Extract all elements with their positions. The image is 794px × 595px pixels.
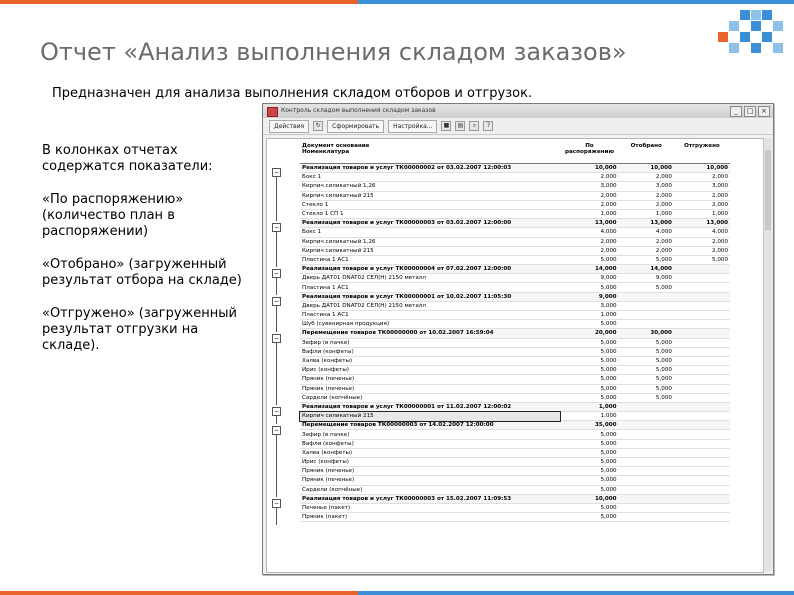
table-row[interactable] xyxy=(300,448,730,457)
cell-name: Пряник (печенье) xyxy=(300,375,560,384)
cell-plan: 5,000 xyxy=(560,283,618,292)
table-row[interactable] xyxy=(300,320,730,329)
actions-menu-button[interactable]: Действия xyxy=(269,120,309,133)
cell-name: Бокс 1 xyxy=(300,228,560,237)
cell-plan: 5,000 xyxy=(560,485,618,494)
cell-shipped xyxy=(674,439,730,448)
cell-name: Бокс 1 xyxy=(300,173,560,182)
cell-plan: 35,000 xyxy=(560,421,618,430)
help-icon[interactable]: ? xyxy=(483,121,493,131)
table-row[interactable] xyxy=(300,356,730,365)
cell-shipped xyxy=(674,329,730,338)
cell-picked: 5,000 xyxy=(619,255,674,264)
table-row[interactable] xyxy=(300,200,730,209)
top-accent-bar-blue xyxy=(358,0,794,4)
cell-shipped: 13,000 xyxy=(674,219,730,228)
cell-plan: 1,000 xyxy=(560,311,618,320)
side-paragraph-picked: «Отобрано» (загруженный результат отбора на складе) xyxy=(42,257,242,288)
app-icon xyxy=(267,107,278,117)
cell-plan: 5,000 xyxy=(560,503,618,512)
cell-picked xyxy=(619,292,674,301)
cell-picked xyxy=(619,421,674,430)
cell-picked xyxy=(619,467,674,476)
table-row[interactable] xyxy=(300,503,730,512)
cell-shipped xyxy=(674,513,730,522)
side-paragraph-intro: В колонках отчетах содержатся показатели: xyxy=(42,143,213,174)
cell-picked xyxy=(619,402,674,411)
table-row[interactable] xyxy=(300,485,730,494)
cell-name: Реализация товаров и услуг ТК00000001 от 11.02.2007 12:00:02 xyxy=(300,402,560,411)
cell-name: Халва (конфеты) xyxy=(300,448,560,457)
cell-picked xyxy=(619,485,674,494)
cell-shipped xyxy=(674,458,730,467)
table-row[interactable] xyxy=(300,301,730,310)
cell-plan: 10,000 xyxy=(560,164,618,173)
cell-picked xyxy=(619,311,674,320)
document-group-row[interactable] xyxy=(300,402,730,411)
table-row[interactable] xyxy=(300,458,730,467)
cell-name: Пряник (печенье) xyxy=(300,476,560,485)
group-bracket-line xyxy=(276,415,277,423)
cell-picked xyxy=(619,412,674,421)
window-title: Контроль складом выполнения складом заказов xyxy=(281,107,436,114)
cell-shipped xyxy=(674,292,730,301)
save-icon[interactable]: ■ xyxy=(441,121,451,131)
cell-picked: 5,000 xyxy=(619,338,674,347)
cell-picked: 2,000 xyxy=(619,246,674,255)
cell-picked: 30,000 xyxy=(619,329,674,338)
top-accent-bar-orange xyxy=(0,0,358,4)
cell-shipped xyxy=(674,347,730,356)
header-document: Документ основание Номенклатура xyxy=(300,143,560,164)
cell-name: Пряник (печенье) xyxy=(300,384,560,393)
cell-shipped xyxy=(674,476,730,485)
cell-shipped xyxy=(674,430,730,439)
slide-title: Отчет «Анализ выполнения складом заказов» xyxy=(40,38,627,66)
cell-name: Перемещение товаров ТК00000003 от 14.02.2007 12:00:00 xyxy=(300,421,560,430)
group-bracket-line xyxy=(276,434,277,498)
settings-button[interactable]: Настройка... xyxy=(388,120,437,133)
cell-plan: 2,000 xyxy=(560,237,618,246)
group-bracket-line xyxy=(276,507,277,525)
cell-shipped xyxy=(674,402,730,411)
cell-picked xyxy=(619,503,674,512)
cell-shipped xyxy=(674,301,730,310)
collapse-group-icon[interactable]: − xyxy=(273,297,280,305)
table-row[interactable] xyxy=(300,191,730,200)
group-bracket-line xyxy=(276,342,277,406)
cell-shipped xyxy=(674,311,730,320)
cell-shipped xyxy=(674,412,730,421)
cell-shipped xyxy=(674,375,730,384)
bottom-accent-bar-orange xyxy=(0,591,358,595)
table-row[interactable] xyxy=(300,467,730,476)
report-table xyxy=(300,143,730,522)
group-bracket-line xyxy=(276,231,277,267)
cell-shipped xyxy=(674,421,730,430)
cell-picked: 5,000 xyxy=(619,347,674,356)
cell-shipped xyxy=(674,366,730,375)
cell-name: Кирпич силикатный 1,26 xyxy=(300,237,560,246)
cell-plan: 3,000 xyxy=(560,301,618,310)
generate-button[interactable]: Сформировать xyxy=(327,120,384,133)
cell-picked: 5,000 xyxy=(619,356,674,365)
cell-plan: 1,000 xyxy=(560,402,618,411)
cell-plan: 5,000 xyxy=(560,375,618,384)
cell-picked: 2,000 xyxy=(619,237,674,246)
cell-shipped xyxy=(674,467,730,476)
header-shipped: Отгружено xyxy=(674,143,730,164)
side-description xyxy=(42,143,242,371)
report-window xyxy=(262,103,774,575)
table-row[interactable] xyxy=(300,366,730,375)
document-group-row[interactable] xyxy=(300,219,730,228)
cell-picked: 4,000 xyxy=(619,228,674,237)
cell-name: Печенье (пакет) xyxy=(300,503,560,512)
maximize-button[interactable]: □ xyxy=(744,106,756,117)
cell-picked: 2,000 xyxy=(619,173,674,182)
minimize-button[interactable]: _ xyxy=(730,106,742,117)
collapse-group-icon[interactable]: − xyxy=(273,500,280,508)
cell-name: Пряник (пакет) xyxy=(300,513,560,522)
cell-plan: 5,000 xyxy=(560,255,618,264)
cell-picked: 2,000 xyxy=(619,191,674,200)
cell-plan: 5,000 xyxy=(560,338,618,347)
document-group-row[interactable] xyxy=(300,292,730,301)
cell-shipped: 2,000 xyxy=(674,246,730,255)
table-row[interactable] xyxy=(300,439,730,448)
cell-name: Пластина 1 АС1 xyxy=(300,283,560,292)
cell-plan: 5,000 xyxy=(560,430,618,439)
cell-picked xyxy=(619,458,674,467)
side-paragraph-plan: «По распоряжению» (количество план в распоряжении) xyxy=(42,192,184,239)
table-row[interactable] xyxy=(300,338,730,347)
table-header-row xyxy=(300,143,730,164)
cell-picked: 13,000 xyxy=(619,219,674,228)
cell-name: Пластина 1 АС1 xyxy=(300,255,560,264)
cell-picked: 5,000 xyxy=(619,384,674,393)
report-toolbar xyxy=(263,118,773,135)
cell-name: Реализация товаров и услуг ТК00000002 от 03.02.2007 12:00:03 xyxy=(300,164,560,173)
cell-picked xyxy=(619,430,674,439)
refresh-icon[interactable]: ↻ xyxy=(313,121,323,131)
cell-picked: 5,000 xyxy=(619,375,674,384)
cell-picked xyxy=(619,513,674,522)
cell-plan: 5,000 xyxy=(560,448,618,457)
cell-plan: 2,000 xyxy=(560,191,618,200)
collapse-group-icon[interactable]: − xyxy=(273,408,280,416)
scrollbar-thumb[interactable] xyxy=(765,150,771,230)
cell-plan: 20,000 xyxy=(560,329,618,338)
cell-name: Дверь ДАТ01 DNAT02 СЕЛ(Н) 2150 металл xyxy=(300,301,560,310)
document-group-row[interactable] xyxy=(300,164,730,173)
cell-shipped: 2,000 xyxy=(674,191,730,200)
print-icon[interactable]: ▤ xyxy=(455,121,465,131)
group-bracket-line xyxy=(276,176,277,221)
mosaic-logo-icon xyxy=(718,10,784,54)
cell-name: Зефир (в пачке) xyxy=(300,338,560,347)
document-group-row[interactable] xyxy=(300,494,730,503)
header-picked: Отобрано xyxy=(619,143,674,164)
group-bracket-line xyxy=(276,277,277,295)
cell-shipped xyxy=(674,274,730,283)
cell-plan: 5,000 xyxy=(560,513,618,522)
document-group-row[interactable] xyxy=(300,329,730,338)
window-titlebar[interactable] xyxy=(263,104,773,118)
cell-name: Кирпич силикатный 215 xyxy=(300,412,560,421)
cell-plan: 9,000 xyxy=(560,292,618,301)
collapse-group-icon[interactable]: − xyxy=(273,270,280,278)
table-row[interactable] xyxy=(300,384,730,393)
table-row[interactable] xyxy=(300,476,730,485)
document-group-row[interactable] xyxy=(300,421,730,430)
cell-shipped: 4,000 xyxy=(674,228,730,237)
cell-picked: 5,000 xyxy=(619,366,674,375)
cell-shipped: 5,000 xyxy=(674,255,730,264)
cell-plan: 5,000 xyxy=(560,467,618,476)
cell-name: Шуб (сувенирная продукция) xyxy=(300,320,560,329)
cell-picked xyxy=(619,494,674,503)
cell-name: Вафли (конфеты) xyxy=(300,347,560,356)
cell-name: Ирис (конфеты) xyxy=(300,366,560,375)
cell-name: Халва (конфеты) xyxy=(300,356,560,365)
window-controls xyxy=(730,106,770,117)
cell-name: Ирис (конфеты) xyxy=(300,458,560,467)
cell-picked: 3,000 xyxy=(619,182,674,191)
cell-name: Реализация товаров и услуг ТК00000003 от 15.02.2007 11:09:53 xyxy=(300,494,560,503)
table-row[interactable] xyxy=(300,347,730,356)
table-row[interactable] xyxy=(300,430,730,439)
collapse-group-icon[interactable]: − xyxy=(273,426,280,434)
table-row[interactable] xyxy=(300,283,730,292)
table-row[interactable] xyxy=(300,173,730,182)
cell-shipped xyxy=(674,283,730,292)
cell-shipped xyxy=(674,265,730,274)
cell-plan: 2,000 xyxy=(560,200,618,209)
table-row[interactable] xyxy=(300,393,730,402)
cell-name: Сардели (копчёные) xyxy=(300,393,560,402)
cell-plan: 4,000 xyxy=(560,228,618,237)
cell-name: Дверь ДАТ01 DNAT02 СЕЛ(Н) 2150 металл xyxy=(300,274,560,283)
cell-name: Пряник (печенье) xyxy=(300,467,560,476)
cell-shipped: 2,000 xyxy=(674,237,730,246)
slide-subtitle: Предназначен для анализа выполнения складом отборов и отгрузок. xyxy=(52,86,533,101)
cell-name: Кирпич силикатный 1,26 xyxy=(300,182,560,191)
collapse-group-icon[interactable]: − xyxy=(273,224,280,232)
cell-plan: 5,000 xyxy=(560,458,618,467)
grouping-gutter[interactable] xyxy=(267,139,295,572)
header-plan: По распоряжению xyxy=(560,143,618,164)
cell-shipped xyxy=(674,494,730,503)
cell-shipped xyxy=(674,448,730,457)
cell-plan: 1,000 xyxy=(560,209,618,218)
cell-name: Реализация товаров и услуг ТК00000001 от 10.02.2007 11:05:30 xyxy=(300,292,560,301)
find-icon[interactable]: ⌕ xyxy=(469,121,479,131)
table-row[interactable] xyxy=(300,412,730,421)
cell-picked: 9,000 xyxy=(619,274,674,283)
cell-name: Сардели (копчёные) xyxy=(300,485,560,494)
cell-plan: 3,000 xyxy=(560,182,618,191)
cell-picked xyxy=(619,476,674,485)
cell-plan: 2,000 xyxy=(560,173,618,182)
close-button[interactable]: × xyxy=(758,106,770,117)
cell-shipped: 3,000 xyxy=(674,182,730,191)
cell-shipped xyxy=(674,338,730,347)
cell-name: Кирпич силикатный 215 xyxy=(300,191,560,200)
cell-shipped xyxy=(674,485,730,494)
table-row[interactable] xyxy=(300,237,730,246)
cell-shipped xyxy=(674,503,730,512)
document-group-row[interactable] xyxy=(300,265,730,274)
cell-picked: 2,000 xyxy=(619,200,674,209)
cell-name: Стекло 1 СП 1 xyxy=(300,209,560,218)
cell-shipped xyxy=(674,356,730,365)
table-row[interactable] xyxy=(300,274,730,283)
cell-plan: 10,000 xyxy=(560,494,618,503)
cell-name: Реализация товаров и услуг ТК00000004 от 07.02.2007 12:00:00 xyxy=(300,265,560,274)
cell-shipped xyxy=(674,393,730,402)
cell-picked: 10,000 xyxy=(619,164,674,173)
cell-picked: 5,000 xyxy=(619,393,674,402)
cell-plan: 5,000 xyxy=(560,347,618,356)
table-row[interactable] xyxy=(300,375,730,384)
cell-plan: 5,000 xyxy=(560,356,618,365)
cell-picked xyxy=(619,448,674,457)
report-sheet[interactable] xyxy=(266,138,764,573)
table-row[interactable] xyxy=(300,311,730,320)
cell-plan: 5,000 xyxy=(560,384,618,393)
cell-name: Реализация товаров и услуг ТК00000003 от 03.02.2007 12:00:00 xyxy=(300,219,560,228)
side-paragraph-shipped: «Отгружено» (загруженный результат отгрузки на складе). xyxy=(42,306,237,353)
cell-picked: 5,000 xyxy=(619,283,674,292)
cell-shipped: 10,000 xyxy=(674,164,730,173)
cell-shipped xyxy=(674,384,730,393)
cell-shipped xyxy=(674,320,730,329)
group-bracket-line xyxy=(276,305,277,332)
cell-plan: 5,000 xyxy=(560,476,618,485)
cell-shipped: 2,000 xyxy=(674,200,730,209)
cell-picked: 1,000 xyxy=(619,209,674,218)
cell-picked xyxy=(619,320,674,329)
cell-shipped: 2,000 xyxy=(674,173,730,182)
cell-name: Стекло 1 xyxy=(300,200,560,209)
vertical-scrollbar[interactable] xyxy=(763,138,772,571)
table-row[interactable] xyxy=(300,182,730,191)
cell-plan: 5,000 xyxy=(560,320,618,329)
table-row[interactable] xyxy=(300,209,730,218)
table-row[interactable] xyxy=(300,513,730,522)
cell-name: Кирпич силикатный 215 xyxy=(300,246,560,255)
table-row[interactable] xyxy=(300,228,730,237)
collapse-group-icon[interactable]: − xyxy=(273,334,280,342)
cell-plan: 9,000 xyxy=(560,274,618,283)
collapse-group-icon[interactable]: − xyxy=(273,169,280,176)
cell-plan: 2,000 xyxy=(560,246,618,255)
cell-name: Перемещение товаров ТК00000000 от 10.02.2007 16:59:04 xyxy=(300,329,560,338)
cell-name: Зефир (в пачке) xyxy=(300,430,560,439)
cell-plan: 13,000 xyxy=(560,219,618,228)
cell-plan: 5,000 xyxy=(560,439,618,448)
cell-picked xyxy=(619,301,674,310)
cell-name: Пластина 1 АС1 xyxy=(300,311,560,320)
table-row[interactable] xyxy=(300,246,730,255)
cell-plan: 1,000 xyxy=(560,412,618,421)
cell-shipped: 1,000 xyxy=(674,209,730,218)
cell-plan: 5,000 xyxy=(560,366,618,375)
cell-picked: 14,000 xyxy=(619,265,674,274)
table-row[interactable] xyxy=(300,255,730,264)
bottom-accent-bar-blue xyxy=(358,591,794,595)
cell-name: Вафли (конфеты) xyxy=(300,439,560,448)
cell-plan: 5,000 xyxy=(560,393,618,402)
cell-plan: 14,000 xyxy=(560,265,618,274)
cell-picked xyxy=(619,439,674,448)
